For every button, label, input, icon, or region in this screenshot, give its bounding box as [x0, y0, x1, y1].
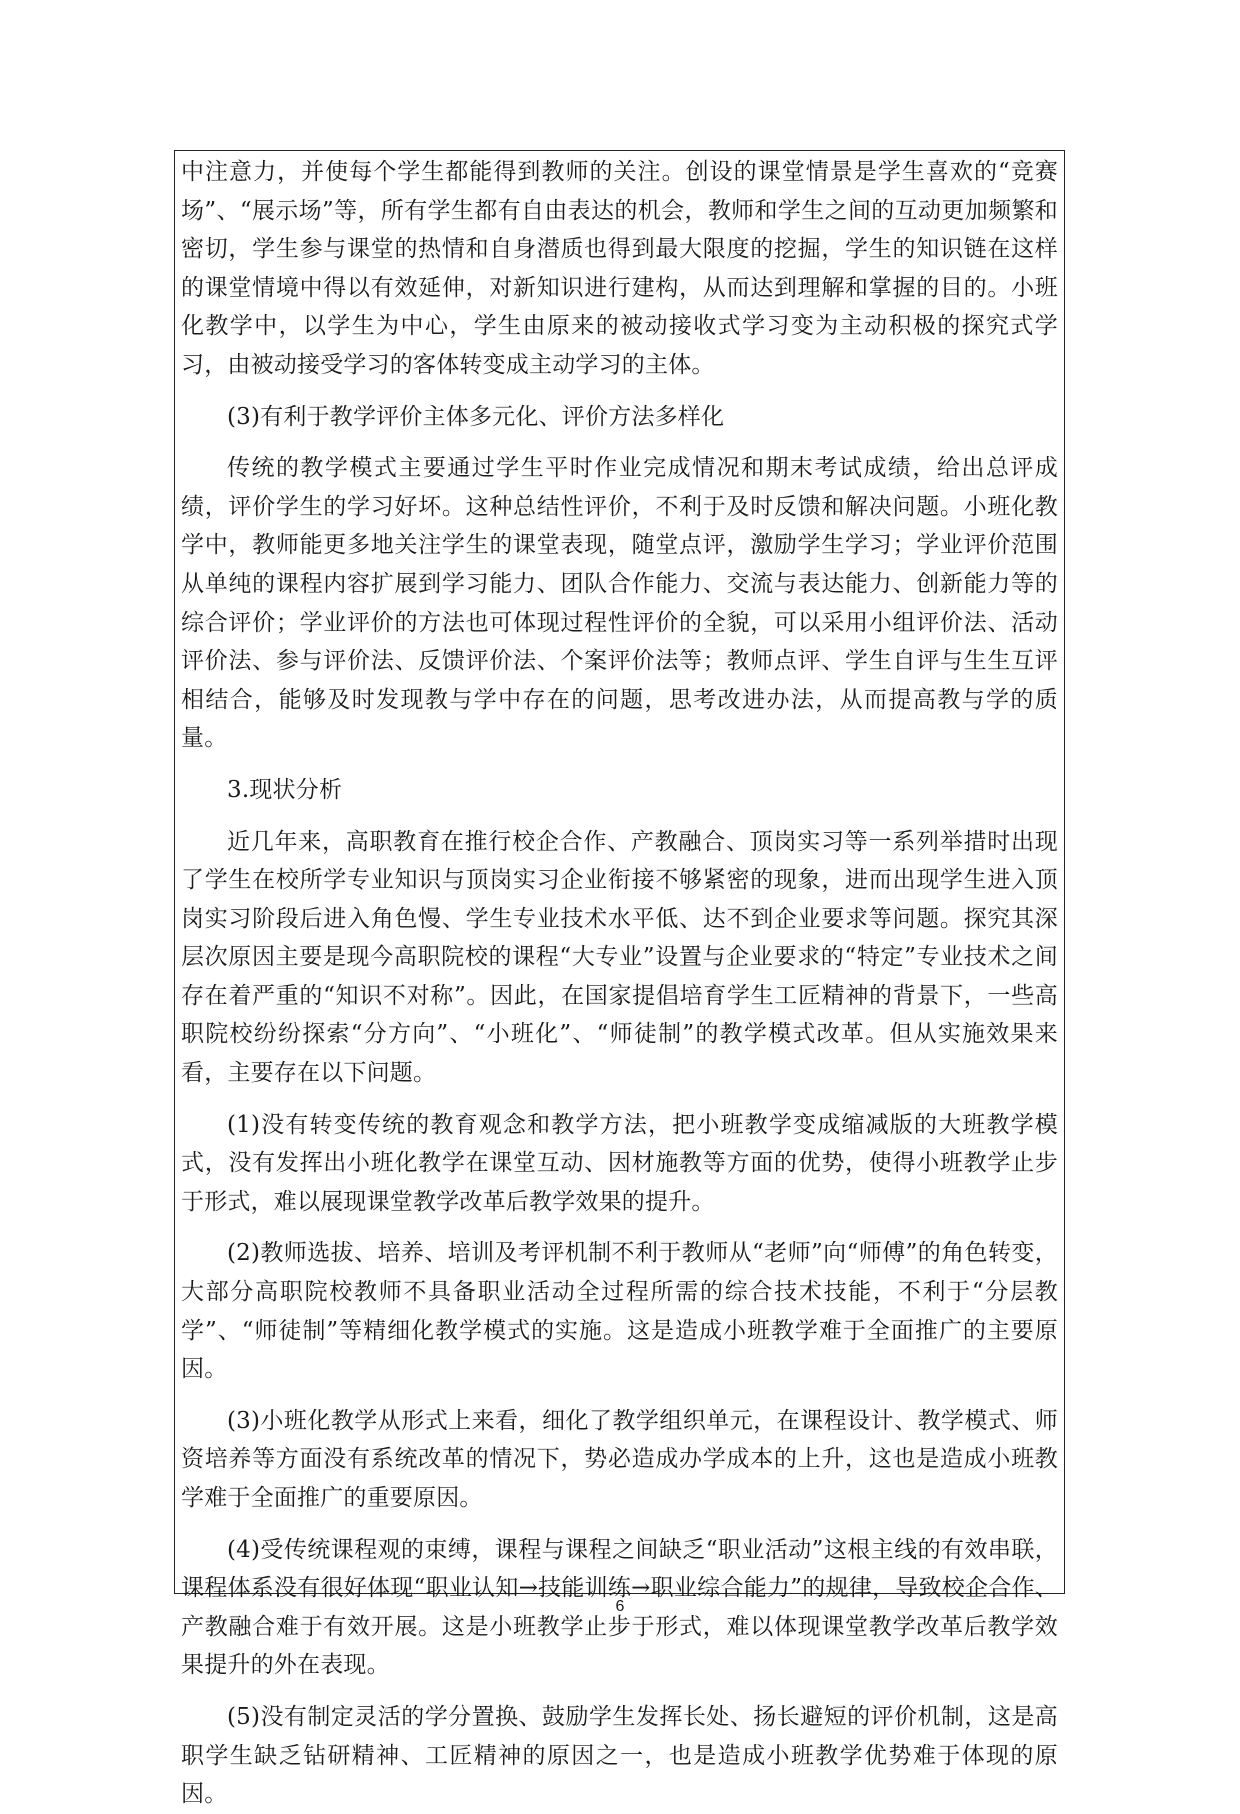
page-number: 6 [615, 1598, 625, 1615]
subheading-evaluation: (3)有利于教学评价主体多元化、评价方法多样化 [227, 403, 725, 430]
paragraph-problem-5: (5)没有制定灵活的学分置换、鼓励学生发挥长处、扬长避短的评价机制，这是高职学生缺乏钻研精神、工匠精神的原因之一，也是造成小班教学优势难于体现的原因。 [181, 1703, 1058, 1808]
paragraph-continuation: 中注意力，并使每个学生都能得到教师的关注。创设的课堂情景是学生喜欢的“竞赛场”、“展示场”等，所有学生都有自由表达的机会，教师和学生之间的互动更加频繁和密切，学生参与课堂的热情和自身潜质也得到最大限度的挖掘，学生的知识链在这样的课堂情境中得以有效延伸，对新知识进行建构，从而达到理解和掌握的目的。小班化教学中，以学生为中心，学生由原来的被动接收式学习变为主动积极的探究式学习，由被动接受学习的客体转变成主动学习的主体。 [181, 159, 1058, 378]
paragraph-problem-3: (3)小班化教学从形式上来看，细化了教学组织单元，在课程设计、教学模式、师资培养等方面没有系统改革的情况下，势必造成办学成本的上升，这也是造成小班教学难于全面推广的重要原因。 [181, 1407, 1058, 1511]
document-table-cell [174, 150, 1065, 1808]
paragraph-problem-2: (2)教师选拔、培养、培训及考评机制不利于教师从“老师”向“师傅”的角色转变，大部分高职院校教师不具备职业活动全过程所需的综合技术技能，不利于“分层教学”、“师徒制”等精细化教学模式的实施。这是造成小班教学难于全面推广的主要原因。 [181, 1240, 1058, 1383]
paragraph-problem-1: (1)没有转变传统的教育观念和教学方法，把小班教学变成缩减版的大班教学模式，没有发挥出小班化教学在课堂互动、因材施教等方面的优势，使得小班教学止步于形式，难以展现课堂教学改革后教学效果的提升。 [181, 1111, 1058, 1215]
paragraph-evaluation: 传统的教学模式主要通过学生平时作业完成情况和期末考试成绩，给出总评成绩，评价学生的学习好坏。这种总结性评价，不利于及时反馈和解决问题。小班化教学中，教师能更多地关注学生的课堂表现，随堂点评，激励学生学习；学业评价范围从单纯的课程内容扩展到学习能力、团队合作能力、交流与表达能力、创新能力等的综合评价；学业评价的方法也可体现过程性评价的全貌，可以采用小组评价法、活动评价法、参与评价法、反馈评价法、个案评价法等；教师点评、学生自评与生生互评相结合，能够及时发现教与学中存在的问题，思考改进办法，从而提高教与学的质量。 [181, 455, 1058, 752]
section-heading-status-analysis: 3.现状分析 [227, 776, 343, 803]
paragraph-problem-4: (4)受传统课程观的束缚，课程与课程之间缺乏“职业活动”这根主线的有效串联，课程体系没有很好体现“职业认知→技能训练→职业综合能力”的规律，导致校企合作、产教融合难于有效开展。这是小班教学止步于形式，难以体现课堂教学改革后教学效果提升的外在表现。 [181, 1536, 1058, 1679]
paragraph-status-analysis: 近几年来，高职教育在推行校企合作、产教融合、顶岗实习等一系列举措时出现了学生在校所学专业知识与顶岗实习企业衔接不够紧密的现象，进而出现学生进入顶岗实习阶段后进入角色慢、学生专业技术水平低、达不到企业要求等问题。探究其深层次原因主要是现今高职院校的课程“大专业”设置与企业要求的“特定”专业技术之间存在着严重的“知识不对称”。因此，在国家提倡培育学生工匠精神的背景下，一些高职院校纷纷探索“分方向”、“小班化”、“师徒制”的教学模式改革。但从实施效果来看，主要存在以下问题。 [181, 828, 1058, 1087]
